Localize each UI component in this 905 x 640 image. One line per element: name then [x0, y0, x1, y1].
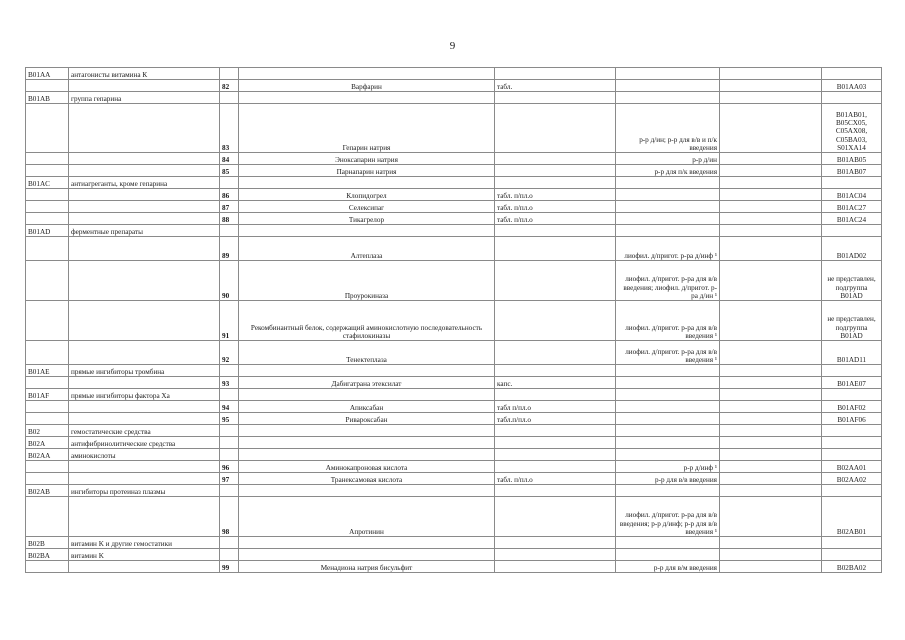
group-name-cell: витамин K и другие гемостатики: [69, 537, 220, 549]
atc-code-cell: [26, 377, 69, 389]
atc-code-cell: B02AB: [26, 485, 69, 497]
release-form-cell: [616, 401, 720, 413]
group-name-cell: [69, 377, 220, 389]
atc-drug-code-cell: B01AE07: [822, 377, 882, 389]
group-row: [26, 92, 882, 104]
drug-name-cell: Тенектеплаза: [239, 341, 495, 365]
group-name-cell: [69, 104, 220, 153]
row-number-cell: [220, 449, 239, 461]
empty-cell: [720, 261, 822, 301]
group-row: [26, 425, 882, 437]
drug-name-cell: [239, 437, 495, 449]
release-form-cell: лиофил. д/пригот. р-ра д/инф ¹: [616, 237, 720, 261]
oral-form-cell: табл.: [495, 80, 616, 92]
oral-form-cell: [495, 153, 616, 165]
atc-drug-code-cell: B02BA02: [822, 561, 882, 573]
group-name-cell: [69, 189, 220, 201]
release-form-cell: р-р для в/в введения: [616, 473, 720, 485]
atc-code-cell: [26, 261, 69, 301]
group-name-cell: ферментные препараты: [69, 225, 220, 237]
atc-drug-code-cell: B01AB07: [822, 165, 882, 177]
drug-name-cell: [239, 225, 495, 237]
atc-code-cell: [26, 561, 69, 573]
empty-cell: [720, 104, 822, 153]
drug-row: [26, 201, 882, 213]
drug-row: [26, 413, 882, 425]
empty-cell: [720, 201, 822, 213]
group-name-cell: витамин K: [69, 549, 220, 561]
atc-drug-code-cell: [822, 437, 882, 449]
oral-form-cell: [495, 485, 616, 497]
group-row: [26, 485, 882, 497]
empty-cell: [720, 389, 822, 401]
empty-cell: [720, 213, 822, 225]
drug-name-cell: [239, 177, 495, 189]
atc-drug-code-cell: не представлен, подгруппа B01AD: [822, 301, 882, 341]
empty-cell: [720, 437, 822, 449]
group-name-cell: прямые ингибиторы фактора Xa: [69, 389, 220, 401]
empty-cell: [720, 473, 822, 485]
row-number-cell: [220, 92, 239, 104]
atc-code-cell: [26, 80, 69, 92]
group-name-cell: [69, 237, 220, 261]
atc-code-cell: [26, 213, 69, 225]
atc-drug-code-cell: B02AA02: [822, 473, 882, 485]
row-number-cell: 82: [220, 80, 239, 92]
oral-form-cell: [495, 104, 616, 153]
atc-drug-code-cell: [822, 365, 882, 377]
row-number-cell: 85: [220, 165, 239, 177]
row-number-cell: [220, 177, 239, 189]
empty-cell: [720, 425, 822, 437]
drug-row: [26, 189, 882, 201]
group-name-cell: [69, 561, 220, 573]
row-number-cell: [220, 68, 239, 80]
row-number-cell: [220, 389, 239, 401]
oral-form-cell: [495, 561, 616, 573]
row-number-cell: 98: [220, 497, 239, 537]
empty-cell: [720, 341, 822, 365]
group-name-cell: [69, 165, 220, 177]
oral-form-cell: [495, 341, 616, 365]
group-row: [26, 225, 882, 237]
release-form-cell: [616, 177, 720, 189]
release-form-cell: [616, 377, 720, 389]
row-number-cell: 91: [220, 301, 239, 341]
row-number-cell: 83: [220, 104, 239, 153]
group-name-cell: [69, 201, 220, 213]
oral-form-cell: [495, 365, 616, 377]
release-form-cell: [616, 437, 720, 449]
atc-code-cell: [26, 104, 69, 153]
oral-form-cell: [495, 449, 616, 461]
drug-name-cell: Гепарин натрия: [239, 104, 495, 153]
drug-list-table: [25, 67, 882, 573]
atc-code-cell: B01AE: [26, 365, 69, 377]
group-row: [26, 549, 882, 561]
row-number-cell: 96: [220, 461, 239, 473]
release-form-cell: лиофил. д/пригот. р-ра для в/в введения ¹: [616, 341, 720, 365]
atc-code-cell: [26, 401, 69, 413]
atc-drug-code-cell: [822, 68, 882, 80]
release-form-cell: р-р д/ин; р-р для в/в и п/к введения: [616, 104, 720, 153]
group-name-cell: антиагреганты, кроме гепарина: [69, 177, 220, 189]
atc-code-cell: B01AB: [26, 92, 69, 104]
oral-form-cell: табл.п/пл.о: [495, 413, 616, 425]
empty-cell: [720, 177, 822, 189]
group-name-cell: [69, 153, 220, 165]
drug-row: [26, 261, 882, 301]
drug-row: [26, 377, 882, 389]
release-form-cell: [616, 68, 720, 80]
release-form-cell: [616, 549, 720, 561]
group-name-cell: [69, 401, 220, 413]
atc-code-cell: [26, 201, 69, 213]
atc-drug-code-cell: B01AC04: [822, 189, 882, 201]
release-form-cell: [616, 389, 720, 401]
drug-name-cell: Апротинин: [239, 497, 495, 537]
empty-cell: [720, 549, 822, 561]
row-number-cell: [220, 225, 239, 237]
release-form-cell: лиофил. д/пригот. р-ра для в/в введения; лиофил. д/пригот. р-ра д/ин ¹: [616, 261, 720, 301]
group-name-cell: группа гепарина: [69, 92, 220, 104]
drug-name-cell: Апиксабан: [239, 401, 495, 413]
atc-code-cell: B01AA: [26, 68, 69, 80]
empty-cell: [720, 80, 822, 92]
group-row: [26, 437, 882, 449]
oral-form-cell: [495, 92, 616, 104]
atc-code-cell: [26, 413, 69, 425]
atc-code-cell: B01AC: [26, 177, 69, 189]
release-form-cell: [616, 225, 720, 237]
row-number-cell: 92: [220, 341, 239, 365]
release-form-cell: р-р д/ин: [616, 153, 720, 165]
row-number-cell: 99: [220, 561, 239, 573]
group-name-cell: ингибиторы протеиназ плазмы: [69, 485, 220, 497]
atc-code-cell: B02A: [26, 437, 69, 449]
drug-name-cell: Менадиона натрия бисульфит: [239, 561, 495, 573]
group-row: [26, 177, 882, 189]
drug-name-cell: Парнапарин натрия: [239, 165, 495, 177]
drug-name-cell: Эноксапарин натрия: [239, 153, 495, 165]
empty-cell: [720, 377, 822, 389]
oral-form-cell: табл п/пл.о: [495, 401, 616, 413]
drug-name-cell: Ривароксабан: [239, 413, 495, 425]
drug-name-cell: [239, 68, 495, 80]
empty-cell: [720, 68, 822, 80]
empty-cell: [720, 449, 822, 461]
release-form-cell: лиофил. д/пригот. р-ра для в/в введения; р-р д/инф; р-р для в/в введения ¹: [616, 497, 720, 537]
oral-form-cell: [495, 437, 616, 449]
release-form-cell: р-р д/инф ¹: [616, 461, 720, 473]
group-name-cell: [69, 80, 220, 92]
release-form-cell: [616, 425, 720, 437]
group-row: [26, 68, 882, 80]
oral-form-cell: [495, 177, 616, 189]
oral-form-cell: [495, 497, 616, 537]
empty-cell: [720, 301, 822, 341]
release-form-cell: [616, 213, 720, 225]
group-row: [26, 365, 882, 377]
drug-name-cell: [239, 449, 495, 461]
empty-cell: [720, 461, 822, 473]
atc-code-cell: [26, 341, 69, 365]
oral-form-cell: табл. п/пл.о: [495, 213, 616, 225]
empty-cell: [720, 537, 822, 549]
group-name-cell: антифибринолитические средства: [69, 437, 220, 449]
oral-form-cell: [495, 68, 616, 80]
atc-code-cell: [26, 165, 69, 177]
drug-row: [26, 153, 882, 165]
atc-drug-code-cell: B01AB05: [822, 153, 882, 165]
empty-cell: [720, 365, 822, 377]
release-form-cell: [616, 449, 720, 461]
drug-name-cell: [239, 365, 495, 377]
empty-cell: [720, 237, 822, 261]
atc-drug-code-cell: [822, 389, 882, 401]
atc-drug-code-cell: B01AC24: [822, 213, 882, 225]
oral-form-cell: [495, 301, 616, 341]
atc-drug-code-cell: B01AA03: [822, 80, 882, 92]
row-number-cell: [220, 537, 239, 549]
atc-drug-code-cell: [822, 537, 882, 549]
empty-cell: [720, 225, 822, 237]
group-name-cell: аминокислоты: [69, 449, 220, 461]
empty-cell: [720, 165, 822, 177]
drug-name-cell: Транексамовая кислота: [239, 473, 495, 485]
row-number-cell: [220, 549, 239, 561]
atc-drug-code-cell: [822, 425, 882, 437]
release-form-cell: [616, 365, 720, 377]
oral-form-cell: [495, 537, 616, 549]
atc-drug-code-cell: [822, 92, 882, 104]
group-name-cell: [69, 473, 220, 485]
group-row: [26, 537, 882, 549]
atc-code-cell: [26, 473, 69, 485]
release-form-cell: р-р для п/к введения: [616, 165, 720, 177]
oral-form-cell: табл. п/пл.о: [495, 201, 616, 213]
drug-row: [26, 473, 882, 485]
row-number-cell: [220, 425, 239, 437]
group-name-cell: [69, 497, 220, 537]
drug-row: [26, 341, 882, 365]
group-name-cell: прямые ингибиторы тромбина: [69, 365, 220, 377]
table-body: [26, 68, 882, 573]
oral-form-cell: [495, 389, 616, 401]
drug-name-cell: Селексипаг: [239, 201, 495, 213]
release-form-cell: [616, 80, 720, 92]
atc-code-cell: [26, 237, 69, 261]
empty-cell: [720, 561, 822, 573]
drug-name-cell: Дабигатрана этексилат: [239, 377, 495, 389]
drug-name-cell: [239, 537, 495, 549]
drug-row: [26, 80, 882, 92]
drug-name-cell: Клопидогрел: [239, 189, 495, 201]
drug-row: [26, 104, 882, 153]
drug-name-cell: [239, 425, 495, 437]
atc-code-cell: [26, 461, 69, 473]
atc-drug-code-cell: [822, 549, 882, 561]
oral-form-cell: капс.: [495, 377, 616, 389]
atc-drug-code-cell: B01AF02: [822, 401, 882, 413]
atc-code-cell: B02: [26, 425, 69, 437]
atc-code-cell: B02AA: [26, 449, 69, 461]
row-number-cell: 90: [220, 261, 239, 301]
empty-cell: [720, 485, 822, 497]
release-form-cell: [616, 485, 720, 497]
drug-row: [26, 461, 882, 473]
atc-code-cell: [26, 497, 69, 537]
release-form-cell: [616, 189, 720, 201]
atc-drug-code-cell: B01AD02: [822, 237, 882, 261]
row-number-cell: 97: [220, 473, 239, 485]
atc-drug-code-cell: B01AC27: [822, 201, 882, 213]
group-row: [26, 449, 882, 461]
oral-form-cell: [495, 237, 616, 261]
empty-cell: [720, 189, 822, 201]
group-row: [26, 389, 882, 401]
drug-row: [26, 561, 882, 573]
release-form-cell: лиофил. д/пригот. р-ра для в/в введения ¹: [616, 301, 720, 341]
release-form-cell: [616, 413, 720, 425]
drug-row: [26, 237, 882, 261]
row-number-cell: [220, 365, 239, 377]
oral-form-cell: [495, 549, 616, 561]
drug-row: [26, 301, 882, 341]
atc-code-cell: B02B: [26, 537, 69, 549]
page-number: 9: [449, 40, 456, 52]
empty-cell: [720, 153, 822, 165]
atc-code-cell: [26, 153, 69, 165]
oral-form-cell: [495, 261, 616, 301]
release-form-cell: [616, 201, 720, 213]
atc-code-cell: B01AF: [26, 389, 69, 401]
atc-drug-code-cell: [822, 225, 882, 237]
atc-code-cell: [26, 301, 69, 341]
atc-drug-code-cell: [822, 485, 882, 497]
group-name-cell: антагонисты витамина К: [69, 68, 220, 80]
drug-row: [26, 213, 882, 225]
drug-name-cell: Алтеплаза: [239, 237, 495, 261]
atc-code-cell: B01AD: [26, 225, 69, 237]
release-form-cell: [616, 537, 720, 549]
row-number-cell: 86: [220, 189, 239, 201]
atc-code-cell: [26, 189, 69, 201]
empty-cell: [720, 413, 822, 425]
row-number-cell: 93: [220, 377, 239, 389]
drug-name-cell: Аминокапроновая кислота: [239, 461, 495, 473]
empty-cell: [720, 401, 822, 413]
row-number-cell: [220, 485, 239, 497]
row-number-cell: 95: [220, 413, 239, 425]
atc-drug-code-cell: не представлен, подгруппа B01AD: [822, 261, 882, 301]
empty-cell: [720, 92, 822, 104]
empty-cell: [720, 497, 822, 537]
drug-name-cell: Рекомбинантный белок, содержащий аминокислотную последовательность стафилокиназы: [239, 301, 495, 341]
release-form-cell: р-р для в/м введения: [616, 561, 720, 573]
group-name-cell: [69, 461, 220, 473]
release-form-cell: [616, 92, 720, 104]
drug-name-cell: Проурокиназа: [239, 261, 495, 301]
atc-drug-code-cell: B01AD11: [822, 341, 882, 365]
drug-row: [26, 497, 882, 537]
atc-drug-code-cell: B02AA01: [822, 461, 882, 473]
atc-drug-code-cell: B01AB01, B05CX05, C05AX08, C05BA03, S01XA14: [822, 104, 882, 153]
drug-name-cell: Варфарин: [239, 80, 495, 92]
oral-form-cell: [495, 461, 616, 473]
group-name-cell: [69, 261, 220, 301]
drug-name-cell: Тикагрелор: [239, 213, 495, 225]
oral-form-cell: [495, 425, 616, 437]
atc-drug-code-cell: B02AB01: [822, 497, 882, 537]
drug-row: [26, 165, 882, 177]
row-number-cell: 89: [220, 237, 239, 261]
drug-name-cell: [239, 485, 495, 497]
drug-name-cell: [239, 389, 495, 401]
drug-name-cell: [239, 92, 495, 104]
atc-drug-code-cell: [822, 177, 882, 189]
oral-form-cell: табл. п/пл.о: [495, 473, 616, 485]
group-name-cell: [69, 301, 220, 341]
group-name-cell: [69, 413, 220, 425]
row-number-cell: [220, 437, 239, 449]
group-name-cell: [69, 341, 220, 365]
row-number-cell: 94: [220, 401, 239, 413]
oral-form-cell: [495, 225, 616, 237]
oral-form-cell: [495, 165, 616, 177]
group-name-cell: [69, 213, 220, 225]
atc-code-cell: B02BA: [26, 549, 69, 561]
group-name-cell: гемостатические средства: [69, 425, 220, 437]
atc-drug-code-cell: [822, 449, 882, 461]
row-number-cell: 88: [220, 213, 239, 225]
atc-drug-code-cell: B01AF06: [822, 413, 882, 425]
drug-row: [26, 401, 882, 413]
drug-name-cell: [239, 549, 495, 561]
row-number-cell: 87: [220, 201, 239, 213]
row-number-cell: 84: [220, 153, 239, 165]
oral-form-cell: табл. п/пл.о: [495, 189, 616, 201]
